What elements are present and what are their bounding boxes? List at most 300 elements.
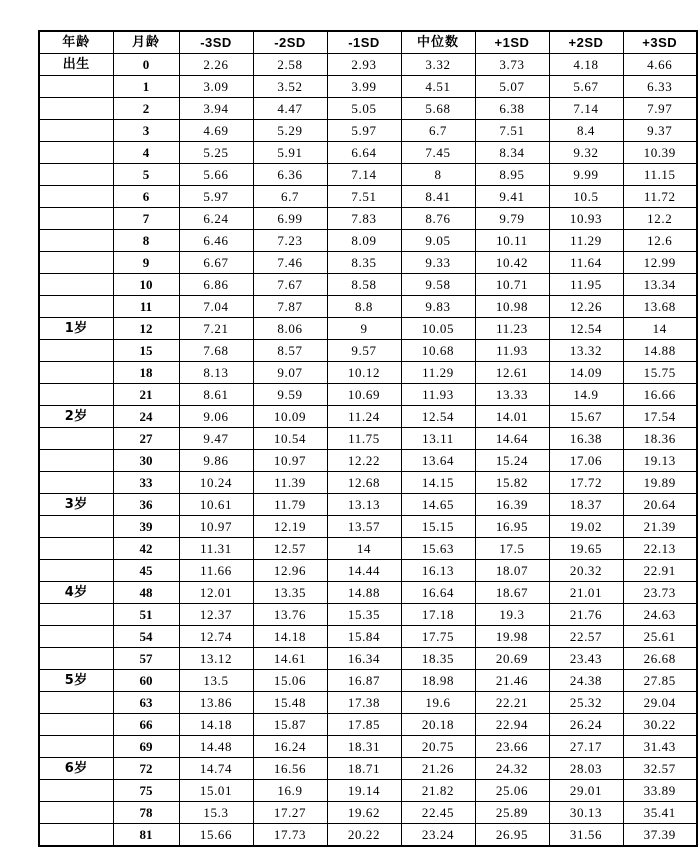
cell-median: 8.41 — [401, 186, 475, 208]
cell-plus-1sd: 14.64 — [475, 428, 549, 450]
table-row — [39, 384, 697, 406]
cell-plus-2sd: 31.56 — [549, 824, 623, 847]
cell-minus-3sd: 12.74 — [179, 626, 253, 648]
cell-age — [39, 736, 113, 758]
cell-month-age: 72 — [113, 758, 179, 780]
cell-minus-1sd: 14 — [327, 538, 401, 560]
cell-median: 8.76 — [401, 208, 475, 230]
cell-minus-2sd: 15.48 — [253, 692, 327, 714]
cell-plus-3sd: 19.89 — [623, 472, 697, 494]
cell-median: 23.24 — [401, 824, 475, 847]
cell-month-age: 57 — [113, 648, 179, 670]
cell-month-age: 30 — [113, 450, 179, 472]
cell-minus-2sd: 3.52 — [253, 76, 327, 98]
cell-plus-1sd: 11.23 — [475, 318, 549, 340]
cell-age: 4岁 — [39, 582, 113, 604]
growth-standard-table — [38, 30, 698, 847]
cell-month-age: 45 — [113, 560, 179, 582]
cell-minus-3sd: 5.97 — [179, 186, 253, 208]
table-header — [39, 31, 697, 54]
cell-minus-3sd: 14.48 — [179, 736, 253, 758]
cell-plus-2sd: 8.4 — [549, 120, 623, 142]
cell-age — [39, 780, 113, 802]
cell-month-age: 78 — [113, 802, 179, 824]
cell-minus-3sd: 15.01 — [179, 780, 253, 802]
cell-month-age: 33 — [113, 472, 179, 494]
table-row — [39, 428, 697, 450]
cell-month-age: 11 — [113, 296, 179, 318]
table-row — [39, 274, 697, 296]
cell-minus-1sd: 18.31 — [327, 736, 401, 758]
cell-minus-1sd: 12.68 — [327, 472, 401, 494]
cell-plus-2sd: 17.06 — [549, 450, 623, 472]
cell-minus-2sd: 10.09 — [253, 406, 327, 428]
cell-month-age: 48 — [113, 582, 179, 604]
cell-month-age: 15 — [113, 340, 179, 362]
cell-minus-2sd: 11.39 — [253, 472, 327, 494]
cell-minus-3sd: 9.06 — [179, 406, 253, 428]
cell-plus-1sd: 24.32 — [475, 758, 549, 780]
cell-median: 18.98 — [401, 670, 475, 692]
cell-month-age: 8 — [113, 230, 179, 252]
cell-minus-3sd: 14.18 — [179, 714, 253, 736]
cell-plus-3sd: 10.39 — [623, 142, 697, 164]
cell-minus-1sd: 13.57 — [327, 516, 401, 538]
table-row — [39, 802, 697, 824]
cell-plus-3sd: 4.66 — [623, 54, 697, 76]
cell-plus-2sd: 30.13 — [549, 802, 623, 824]
cell-median: 13.11 — [401, 428, 475, 450]
cell-plus-3sd: 31.43 — [623, 736, 697, 758]
cell-plus-2sd: 21.01 — [549, 582, 623, 604]
table-row — [39, 560, 697, 582]
cell-median: 17.18 — [401, 604, 475, 626]
cell-minus-2sd: 14.61 — [253, 648, 327, 670]
cell-plus-1sd: 12.61 — [475, 362, 549, 384]
cell-plus-1sd: 11.93 — [475, 340, 549, 362]
cell-plus-2sd: 21.76 — [549, 604, 623, 626]
cell-age: 5岁 — [39, 670, 113, 692]
cell-minus-2sd: 16.9 — [253, 780, 327, 802]
column-header-plus-3sd: +3SD — [623, 31, 697, 54]
cell-plus-3sd: 26.68 — [623, 648, 697, 670]
cell-minus-2sd: 5.91 — [253, 142, 327, 164]
cell-minus-2sd: 8.06 — [253, 318, 327, 340]
cell-minus-3sd: 13.12 — [179, 648, 253, 670]
cell-minus-1sd: 17.38 — [327, 692, 401, 714]
cell-month-age: 51 — [113, 604, 179, 626]
cell-plus-3sd: 23.73 — [623, 582, 697, 604]
cell-plus-2sd: 27.17 — [549, 736, 623, 758]
cell-minus-1sd: 12.22 — [327, 450, 401, 472]
cell-plus-1sd: 9.79 — [475, 208, 549, 230]
cell-age — [39, 120, 113, 142]
cell-plus-3sd: 20.64 — [623, 494, 697, 516]
cell-minus-2sd: 9.59 — [253, 384, 327, 406]
cell-plus-2sd: 19.65 — [549, 538, 623, 560]
cell-age — [39, 252, 113, 274]
cell-minus-3sd: 10.24 — [179, 472, 253, 494]
column-header-plus-1sd: +1SD — [475, 31, 549, 54]
cell-plus-3sd: 12.99 — [623, 252, 697, 274]
cell-age: 2岁 — [39, 406, 113, 428]
table-row — [39, 76, 697, 98]
cell-minus-1sd: 11.75 — [327, 428, 401, 450]
cell-plus-2sd: 19.02 — [549, 516, 623, 538]
cell-month-age: 75 — [113, 780, 179, 802]
cell-plus-3sd: 11.15 — [623, 164, 697, 186]
cell-plus-1sd: 21.46 — [475, 670, 549, 692]
cell-plus-3sd: 13.68 — [623, 296, 697, 318]
cell-median: 5.68 — [401, 98, 475, 120]
cell-minus-3sd: 8.13 — [179, 362, 253, 384]
cell-minus-3sd: 5.66 — [179, 164, 253, 186]
cell-minus-1sd: 10.69 — [327, 384, 401, 406]
cell-minus-3sd: 10.61 — [179, 494, 253, 516]
cell-plus-1sd: 10.11 — [475, 230, 549, 252]
cell-plus-2sd: 9.32 — [549, 142, 623, 164]
cell-plus-2sd: 9.99 — [549, 164, 623, 186]
cell-age — [39, 802, 113, 824]
cell-plus-1sd: 22.94 — [475, 714, 549, 736]
cell-plus-2sd: 23.43 — [549, 648, 623, 670]
cell-minus-1sd: 8.8 — [327, 296, 401, 318]
cell-plus-2sd: 14.09 — [549, 362, 623, 384]
cell-plus-3sd: 14.88 — [623, 340, 697, 362]
cell-month-age: 12 — [113, 318, 179, 340]
cell-minus-1sd: 9 — [327, 318, 401, 340]
cell-minus-1sd: 7.83 — [327, 208, 401, 230]
growth-standard-table-container — [38, 30, 678, 847]
cell-minus-3sd: 12.37 — [179, 604, 253, 626]
cell-median: 20.18 — [401, 714, 475, 736]
cell-plus-2sd: 17.72 — [549, 472, 623, 494]
cell-age — [39, 648, 113, 670]
cell-plus-2sd: 14.9 — [549, 384, 623, 406]
cell-minus-2sd: 6.99 — [253, 208, 327, 230]
cell-median: 19.6 — [401, 692, 475, 714]
cell-plus-3sd: 14 — [623, 318, 697, 340]
cell-minus-1sd: 7.14 — [327, 164, 401, 186]
cell-plus-3sd: 21.39 — [623, 516, 697, 538]
cell-plus-3sd: 32.57 — [623, 758, 697, 780]
cell-plus-1sd: 8.95 — [475, 164, 549, 186]
cell-minus-2sd: 17.27 — [253, 802, 327, 824]
cell-plus-1sd: 25.89 — [475, 802, 549, 824]
cell-month-age: 9 — [113, 252, 179, 274]
column-header-month-age: 月龄 — [113, 31, 179, 54]
cell-age — [39, 692, 113, 714]
table-row — [39, 164, 697, 186]
cell-minus-1sd: 14.44 — [327, 560, 401, 582]
cell-minus-3sd: 3.94 — [179, 98, 253, 120]
cell-plus-1sd: 10.71 — [475, 274, 549, 296]
cell-median: 9.58 — [401, 274, 475, 296]
table-row — [39, 494, 697, 516]
table-row — [39, 362, 697, 384]
cell-month-age: 6 — [113, 186, 179, 208]
cell-median: 14.15 — [401, 472, 475, 494]
cell-median: 7.45 — [401, 142, 475, 164]
cell-minus-2sd: 7.23 — [253, 230, 327, 252]
cell-plus-1sd: 15.24 — [475, 450, 549, 472]
cell-plus-3sd: 16.66 — [623, 384, 697, 406]
cell-minus-2sd: 16.56 — [253, 758, 327, 780]
cell-minus-3sd: 15.66 — [179, 824, 253, 847]
cell-minus-3sd: 3.09 — [179, 76, 253, 98]
table-row — [39, 472, 697, 494]
cell-plus-2sd: 10.5 — [549, 186, 623, 208]
cell-plus-2sd: 18.37 — [549, 494, 623, 516]
cell-plus-3sd: 24.63 — [623, 604, 697, 626]
cell-plus-1sd: 19.3 — [475, 604, 549, 626]
cell-plus-2sd: 26.24 — [549, 714, 623, 736]
table-row — [39, 98, 697, 120]
cell-minus-1sd: 19.62 — [327, 802, 401, 824]
cell-plus-1sd: 25.06 — [475, 780, 549, 802]
cell-age — [39, 296, 113, 318]
cell-median: 15.15 — [401, 516, 475, 538]
cell-median: 10.68 — [401, 340, 475, 362]
table-header-row — [39, 31, 697, 54]
cell-plus-1sd: 7.51 — [475, 120, 549, 142]
cell-plus-3sd: 9.37 — [623, 120, 697, 142]
table-row — [39, 120, 697, 142]
cell-minus-2sd: 10.97 — [253, 450, 327, 472]
cell-plus-1sd: 19.98 — [475, 626, 549, 648]
cell-month-age: 21 — [113, 384, 179, 406]
cell-month-age: 54 — [113, 626, 179, 648]
cell-minus-2sd: 6.36 — [253, 164, 327, 186]
cell-minus-3sd: 11.31 — [179, 538, 253, 560]
cell-minus-1sd: 16.34 — [327, 648, 401, 670]
cell-age — [39, 208, 113, 230]
cell-minus-1sd: 14.88 — [327, 582, 401, 604]
table-row — [39, 538, 697, 560]
cell-plus-1sd: 16.95 — [475, 516, 549, 538]
cell-median: 18.35 — [401, 648, 475, 670]
column-header-minus-2sd: -2SD — [253, 31, 327, 54]
cell-plus-1sd: 14.01 — [475, 406, 549, 428]
table-row — [39, 252, 697, 274]
cell-median: 4.51 — [401, 76, 475, 98]
cell-plus-2sd: 11.29 — [549, 230, 623, 252]
cell-month-age: 2 — [113, 98, 179, 120]
table-row — [39, 186, 697, 208]
cell-minus-2sd: 14.18 — [253, 626, 327, 648]
cell-minus-2sd: 17.73 — [253, 824, 327, 847]
table-row — [39, 582, 697, 604]
cell-median: 17.75 — [401, 626, 475, 648]
cell-plus-2sd: 10.93 — [549, 208, 623, 230]
table-row — [39, 208, 697, 230]
cell-plus-3sd: 30.22 — [623, 714, 697, 736]
cell-minus-1sd: 2.93 — [327, 54, 401, 76]
cell-minus-3sd: 9.86 — [179, 450, 253, 472]
cell-age — [39, 164, 113, 186]
cell-month-age: 36 — [113, 494, 179, 516]
cell-minus-1sd: 8.09 — [327, 230, 401, 252]
cell-age — [39, 384, 113, 406]
cell-plus-2sd: 29.01 — [549, 780, 623, 802]
column-header-plus-2sd: +2SD — [549, 31, 623, 54]
cell-median: 21.82 — [401, 780, 475, 802]
cell-age — [39, 604, 113, 626]
table-row — [39, 318, 697, 340]
cell-plus-1sd: 3.73 — [475, 54, 549, 76]
cell-month-age: 24 — [113, 406, 179, 428]
cell-plus-2sd: 15.67 — [549, 406, 623, 428]
cell-minus-1sd: 13.13 — [327, 494, 401, 516]
cell-plus-1sd: 26.95 — [475, 824, 549, 847]
cell-month-age: 81 — [113, 824, 179, 847]
cell-median: 9.33 — [401, 252, 475, 274]
column-header-minus-1sd: -1SD — [327, 31, 401, 54]
cell-minus-2sd: 12.19 — [253, 516, 327, 538]
cell-plus-1sd: 23.66 — [475, 736, 549, 758]
cell-minus-3sd: 9.47 — [179, 428, 253, 450]
cell-minus-2sd: 10.54 — [253, 428, 327, 450]
cell-plus-3sd: 12.2 — [623, 208, 697, 230]
cell-minus-1sd: 15.35 — [327, 604, 401, 626]
cell-plus-2sd: 12.26 — [549, 296, 623, 318]
cell-plus-2sd: 24.38 — [549, 670, 623, 692]
cell-plus-1sd: 18.67 — [475, 582, 549, 604]
cell-plus-2sd: 11.95 — [549, 274, 623, 296]
cell-age — [39, 560, 113, 582]
cell-month-age: 63 — [113, 692, 179, 714]
table-row — [39, 648, 697, 670]
cell-minus-3sd: 10.97 — [179, 516, 253, 538]
cell-minus-3sd: 11.66 — [179, 560, 253, 582]
cell-plus-3sd: 22.13 — [623, 538, 697, 560]
cell-minus-1sd: 8.35 — [327, 252, 401, 274]
cell-plus-3sd: 33.89 — [623, 780, 697, 802]
column-header-median: 中位数 — [401, 31, 475, 54]
cell-median: 10.05 — [401, 318, 475, 340]
cell-minus-1sd: 17.85 — [327, 714, 401, 736]
cell-median: 16.64 — [401, 582, 475, 604]
cell-plus-3sd: 27.85 — [623, 670, 697, 692]
cell-minus-3sd: 8.61 — [179, 384, 253, 406]
cell-plus-3sd: 17.54 — [623, 406, 697, 428]
cell-month-age: 42 — [113, 538, 179, 560]
cell-median: 8 — [401, 164, 475, 186]
cell-age — [39, 362, 113, 384]
cell-minus-3sd: 2.26 — [179, 54, 253, 76]
cell-median: 9.83 — [401, 296, 475, 318]
table-row — [39, 758, 697, 780]
cell-minus-2sd: 15.06 — [253, 670, 327, 692]
cell-minus-1sd: 5.97 — [327, 120, 401, 142]
cell-plus-1sd: 15.82 — [475, 472, 549, 494]
table-row — [39, 824, 697, 847]
cell-minus-3sd: 13.5 — [179, 670, 253, 692]
cell-plus-3sd: 11.72 — [623, 186, 697, 208]
cell-minus-2sd: 12.96 — [253, 560, 327, 582]
cell-minus-1sd: 9.57 — [327, 340, 401, 362]
cell-plus-2sd: 11.64 — [549, 252, 623, 274]
cell-plus-1sd: 16.39 — [475, 494, 549, 516]
cell-plus-1sd: 22.21 — [475, 692, 549, 714]
cell-plus-3sd: 29.04 — [623, 692, 697, 714]
cell-median: 16.13 — [401, 560, 475, 582]
cell-plus-3sd: 13.34 — [623, 274, 697, 296]
cell-minus-1sd: 16.87 — [327, 670, 401, 692]
cell-median: 13.64 — [401, 450, 475, 472]
cell-plus-1sd: 20.69 — [475, 648, 549, 670]
cell-plus-3sd: 18.36 — [623, 428, 697, 450]
cell-median: 9.05 — [401, 230, 475, 252]
cell-plus-2sd: 5.67 — [549, 76, 623, 98]
cell-plus-1sd: 5.07 — [475, 76, 549, 98]
cell-plus-2sd: 13.32 — [549, 340, 623, 362]
cell-minus-1sd: 19.14 — [327, 780, 401, 802]
cell-age — [39, 714, 113, 736]
cell-age — [39, 626, 113, 648]
cell-minus-3sd: 7.68 — [179, 340, 253, 362]
cell-median: 21.26 — [401, 758, 475, 780]
cell-minus-2sd: 11.79 — [253, 494, 327, 516]
cell-plus-1sd: 18.07 — [475, 560, 549, 582]
cell-age — [39, 340, 113, 362]
cell-month-age: 3 — [113, 120, 179, 142]
cell-month-age: 0 — [113, 54, 179, 76]
table-row — [39, 692, 697, 714]
cell-plus-2sd: 16.38 — [549, 428, 623, 450]
cell-age — [39, 472, 113, 494]
cell-plus-3sd: 37.39 — [623, 824, 697, 847]
cell-minus-3sd: 4.69 — [179, 120, 253, 142]
table-row — [39, 626, 697, 648]
cell-plus-2sd: 4.18 — [549, 54, 623, 76]
cell-age — [39, 186, 113, 208]
table-row — [39, 604, 697, 626]
table-row — [39, 670, 697, 692]
cell-minus-3sd: 6.67 — [179, 252, 253, 274]
cell-age: 3岁 — [39, 494, 113, 516]
cell-minus-3sd: 15.3 — [179, 802, 253, 824]
cell-age — [39, 824, 113, 847]
table-row — [39, 296, 697, 318]
cell-plus-3sd: 25.61 — [623, 626, 697, 648]
cell-minus-1sd: 8.58 — [327, 274, 401, 296]
column-header-age: 年龄 — [39, 31, 113, 54]
cell-minus-1sd: 5.05 — [327, 98, 401, 120]
cell-plus-1sd: 10.42 — [475, 252, 549, 274]
cell-plus-3sd: 7.97 — [623, 98, 697, 120]
table-row — [39, 714, 697, 736]
table-row — [39, 230, 697, 252]
cell-minus-2sd: 5.29 — [253, 120, 327, 142]
cell-minus-2sd: 9.07 — [253, 362, 327, 384]
cell-month-age: 66 — [113, 714, 179, 736]
cell-minus-3sd: 14.74 — [179, 758, 253, 780]
cell-plus-1sd: 13.33 — [475, 384, 549, 406]
cell-plus-2sd: 20.32 — [549, 560, 623, 582]
cell-age — [39, 98, 113, 120]
cell-minus-1sd: 6.64 — [327, 142, 401, 164]
cell-minus-2sd: 7.67 — [253, 274, 327, 296]
cell-month-age: 69 — [113, 736, 179, 758]
cell-minus-1sd: 3.99 — [327, 76, 401, 98]
cell-minus-2sd: 15.87 — [253, 714, 327, 736]
cell-median: 22.45 — [401, 802, 475, 824]
cell-minus-1sd: 10.12 — [327, 362, 401, 384]
cell-minus-3sd: 6.46 — [179, 230, 253, 252]
cell-minus-2sd: 13.76 — [253, 604, 327, 626]
cell-median: 12.54 — [401, 406, 475, 428]
